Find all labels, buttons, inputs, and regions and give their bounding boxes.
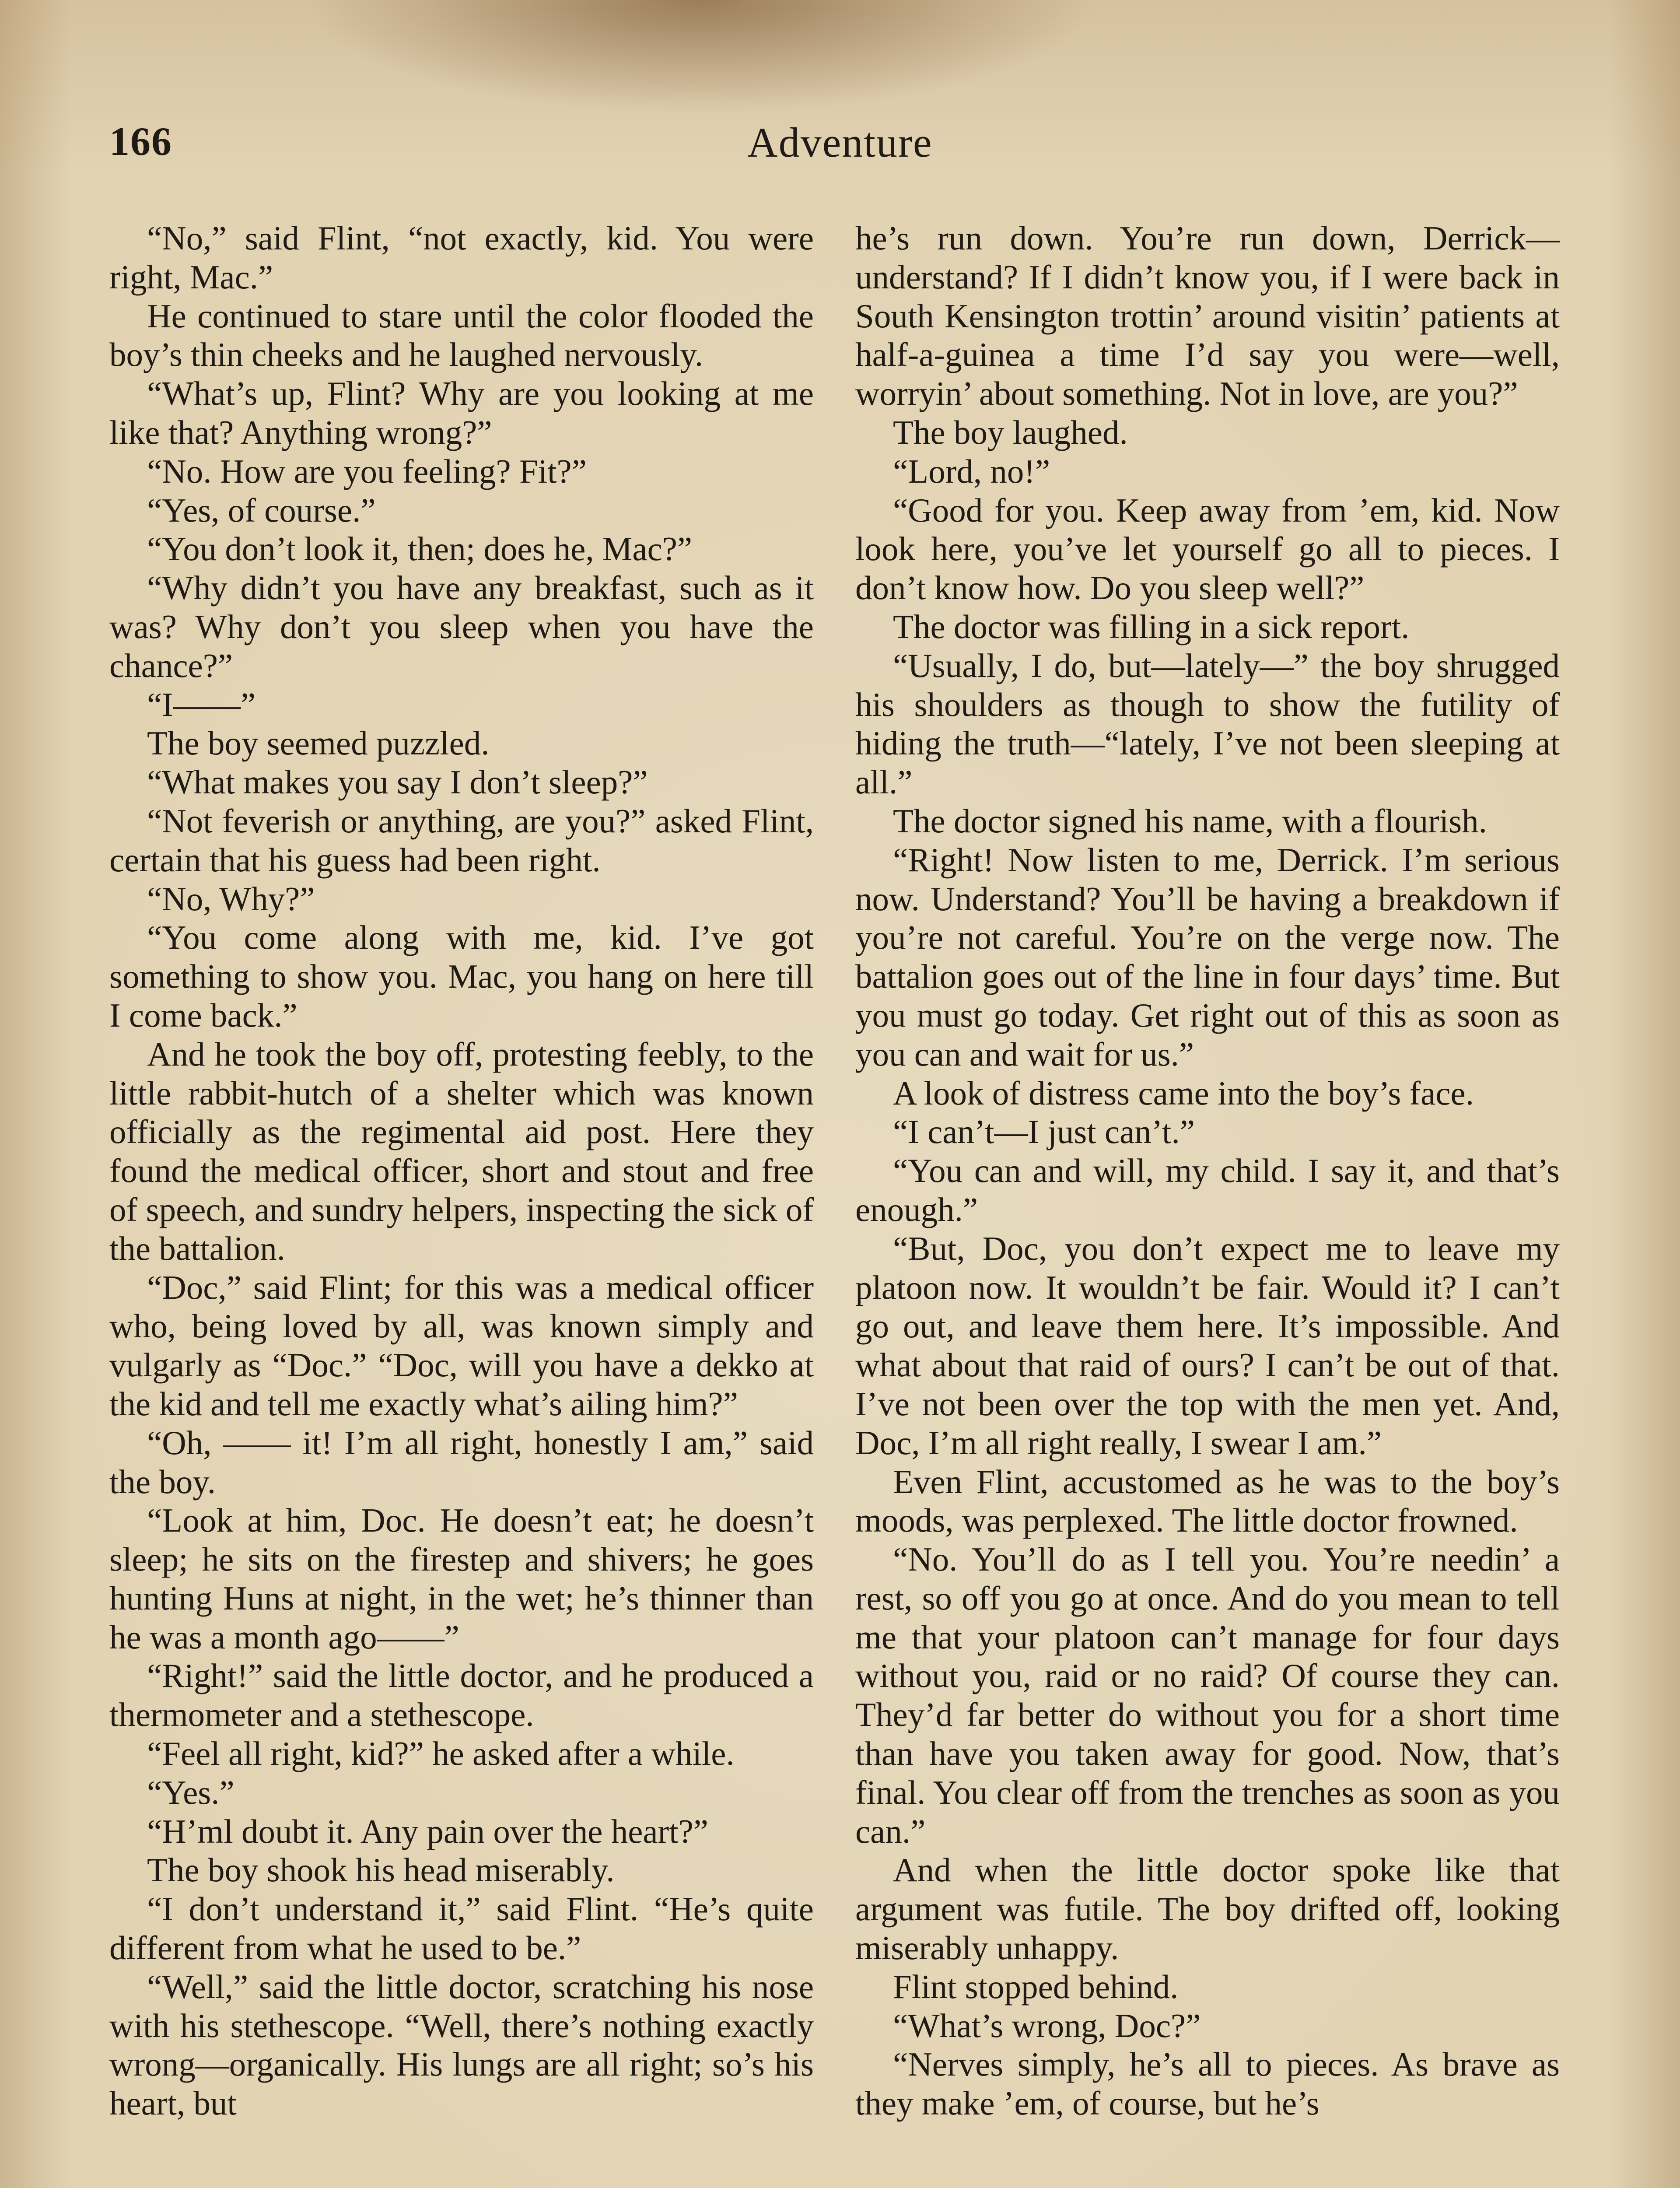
- paragraph: “Nerves simply, he’s all to pieces. As brave as they make ’em, of course, but he’s: [855, 2045, 1560, 2122]
- paragraph: “You come along with me, kid. I’ve got something to show you. Mac, you hang on here till I come back.”: [109, 919, 814, 1034]
- paragraph: Even Flint, accustomed as he was to the boy’s moods, was perplexed. The little doctor frowned.: [855, 1462, 1560, 1539]
- paragraph: “You can and will, my child. I say it, and that’s enough.”: [855, 1152, 1560, 1228]
- paragraph: Flint stopped behind.: [893, 1967, 1179, 2006]
- paragraph: “Oh, —— it! I’m all right, honestly I am,” said the boy.: [109, 1424, 814, 1501]
- paragraph: “Lord, no!”: [893, 452, 1050, 490]
- paragraph: “Yes.”: [147, 1773, 234, 1811]
- right-text-column: [855, 219, 1560, 2123]
- paragraph: “No,” said Flint, “not exactly, kid. You were right, Mac.”: [109, 219, 814, 296]
- paragraph: “Right! Now listen to me, Derrick. I’m serious now. Understand? You’ll be having a breakdown if you’re not careful. You’re on the verge now. The battalion goes out of the line in four days’ time. But you must go today. Get right out of this as soon as you can and wait for us.”: [855, 841, 1560, 1073]
- paragraph: “Well,” said the little doctor, scratching his nose with his stethescope. “Well, there’s nothing exactly wrong—organically. His lungs are all right; so’s his heart, but: [109, 1967, 814, 2122]
- paragraph: “But, Doc, you don’t expect me to leave my platoon now. It wouldn’t be fair. Would it? I can’t go out, and leave them here. It’s impossible. And what about that raid of ours? I can’t be out of that. I’ve not been over the top with the men yet. And, Doc, I’m all right really, I swear I am.”: [855, 1229, 1560, 1462]
- paragraph: “Usually, I do, but—lately—” the boy shrugged his shoulders as though to show the futility of hiding the truth—“lately, I’ve not been sleeping at all.”: [855, 646, 1560, 801]
- paragraph: The doctor was filling in a sick report.: [893, 607, 1410, 645]
- paragraph: “You don’t look it, then; does he, Mac?”: [147, 530, 693, 568]
- paragraph: “Why didn’t you have any breakfast, such as it was? Why don’t you sleep when you have the chance?”: [109, 569, 814, 684]
- paragraph: “Yes, of course.”: [147, 491, 376, 529]
- paragraph: “No. How are you feeling? Fit?”: [147, 452, 587, 490]
- paragraph: A look of distress came into the boy’s face.: [893, 1074, 1474, 1112]
- paragraph: he’s run down. You’re run down, Derrick—understand? If I didn’t know you, if I were back in South Kensington trottin’ around visitin’ patients at half-a-guinea a time I’d say you were—well, worryin’ about something. Not in love, are you?”: [855, 219, 1560, 413]
- paragraph: He continued to stare until the color flooded the boy’s thin cheeks and he laughed nervously.: [109, 297, 814, 374]
- running-head-title: Adventure: [747, 119, 933, 166]
- paragraph: “No, Why?”: [147, 880, 315, 918]
- paragraph: The boy seemed puzzled.: [147, 724, 490, 762]
- paragraph: The boy shook his head miserably.: [147, 1851, 615, 1889]
- page-number: 166: [109, 119, 172, 164]
- paragraph: “Right!” said the little doctor, and he produced a thermometer and a stethescope.: [109, 1657, 814, 1734]
- paragraph: And when the little doctor spoke like that argument was futile. The boy drifted off, looking miserably unhappy.: [855, 1851, 1560, 1967]
- paragraph: “Not feverish or anything, are you?” asked Flint, certain that his guess had been right.: [109, 802, 814, 879]
- paragraph: “I don’t understand it,” said Flint. “He’s quite different from what he used to be.”: [109, 1890, 814, 1967]
- paragraph: And he took the boy off, protesting feebly, to the little rabbit-hutch of a shelter which was known officially as the regimental aid post. Here they found the medical officer, short and stout and free of speech, and sundry helpers, inspecting the sick of the battalion.: [109, 1035, 814, 1267]
- paragraph: “Look at him, Doc. He doesn’t eat; he doesn’t sleep; he sits on the firestep and shivers; he goes hunting Huns at night, in the wet; he’s thinner than he was a month ago——”: [109, 1501, 814, 1656]
- left-text-column: [109, 219, 814, 2123]
- paragraph: “No. You’ll do as I tell you. You’re needin’ a rest, so off you go at once. And do you mean to tell me that your platoon can’t manage for four days without you, raid or no raid? Of course they can. They’d far better do without you for a short time than have you taken away for good. Now, that’s final. You clear off from the trenches as soon as you can.”: [855, 1540, 1560, 1850]
- paragraph: “Doc,” said Flint; for this was a medical officer who, being loved by all, was known simply and vulgarly as “Doc.” “Doc, will you have a dekko at the kid and tell me exactly what’s ailing him?”: [109, 1268, 814, 1423]
- paragraph: “What makes you say I don’t sleep?”: [147, 763, 648, 801]
- paragraph: “Good for you. Keep away from ’em, kid. Now look here, you’ve let yourself go all to pieces. I don’t know how. Do you sleep well?”: [855, 491, 1560, 607]
- paragraph: “Feel all right, kid?” he asked after a while.: [147, 1735, 735, 1773]
- page-header: [109, 118, 1571, 179]
- paragraph: “H’ml doubt it. Any pain over the heart?”: [147, 1812, 708, 1850]
- paragraph: The boy laughed.: [893, 413, 1128, 451]
- paragraph: “What’s wrong, Doc?”: [893, 2006, 1201, 2044]
- paragraph: “What’s up, Flint? Why are you looking at me like that? Anything wrong?”: [109, 375, 814, 451]
- paragraph: “I can’t—I just can’t.”: [893, 1113, 1195, 1151]
- paragraph: The doctor signed his name, with a flourish.: [893, 802, 1487, 840]
- paragraph: “I——”: [147, 685, 256, 723]
